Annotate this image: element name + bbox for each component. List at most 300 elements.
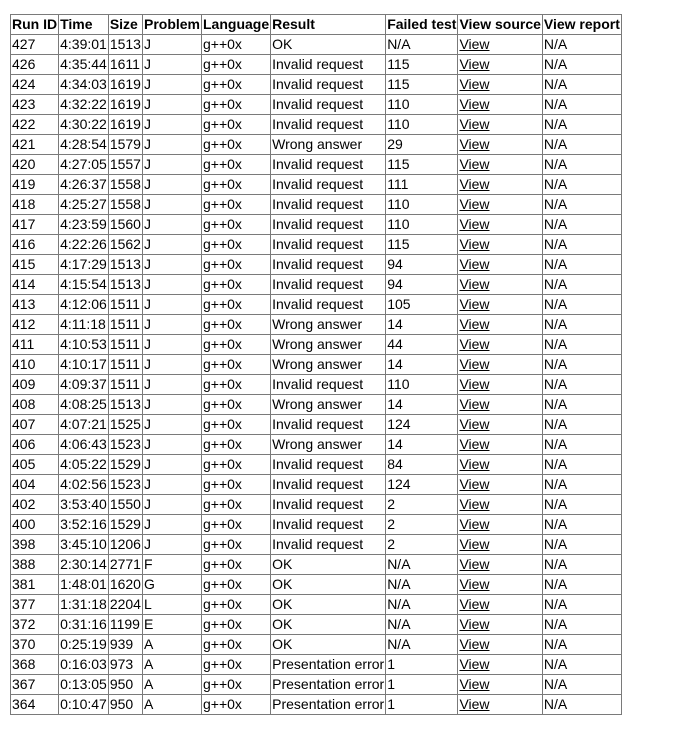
table-row	[11, 255, 622, 275]
view-source-link[interactable]: View	[459, 276, 490, 292]
cell-language: g++0x	[202, 135, 271, 155]
table-row	[11, 595, 622, 615]
table-row	[11, 195, 622, 215]
cell-size: 1619	[108, 75, 142, 95]
cell-run-id: 407	[11, 415, 59, 435]
cell-time: 4:30:22	[59, 115, 109, 135]
cell-result: Invalid request	[271, 475, 386, 495]
cell-result: OK	[271, 35, 386, 55]
cell-run-id: 410	[11, 355, 59, 375]
cell-view-source	[458, 615, 542, 635]
cell-run-id: 416	[11, 235, 59, 255]
cell-language: g++0x	[202, 515, 271, 535]
cell-view-source	[458, 435, 542, 455]
view-source-link[interactable]: View	[459, 596, 490, 612]
col-time: Time	[59, 15, 109, 35]
cell-result: Invalid request	[271, 195, 386, 215]
cell-language: g++0x	[202, 695, 271, 715]
col-result: Result	[271, 15, 386, 35]
view-source-link[interactable]: View	[459, 96, 490, 112]
col-size: Size	[108, 15, 142, 35]
cell-view-report: N/A	[542, 115, 621, 135]
cell-failed-test: 124	[386, 415, 458, 435]
cell-time: 4:27:05	[59, 155, 109, 175]
cell-view-source	[458, 595, 542, 615]
col-problem: Problem	[142, 15, 201, 35]
table-row	[11, 175, 622, 195]
cell-failed-test: N/A	[386, 555, 458, 575]
table-row	[11, 675, 622, 695]
cell-run-id: 419	[11, 175, 59, 195]
cell-problem: J	[142, 435, 201, 455]
cell-language: g++0x	[202, 435, 271, 455]
cell-problem: J	[142, 55, 201, 75]
view-source-link[interactable]: View	[459, 56, 490, 72]
cell-view-source	[458, 515, 542, 535]
table-row	[11, 115, 622, 135]
cell-time: 4:10:53	[59, 335, 109, 355]
view-source-link[interactable]: View	[459, 316, 490, 332]
cell-view-report: N/A	[542, 75, 621, 95]
cell-time: 4:09:37	[59, 375, 109, 395]
col-run-id: Run ID	[11, 15, 59, 35]
cell-view-source	[458, 235, 542, 255]
cell-time: 4:17:29	[59, 255, 109, 275]
cell-size: 1525	[108, 415, 142, 435]
cell-view-source	[458, 135, 542, 155]
cell-size: 950	[108, 695, 142, 715]
view-source-link[interactable]: View	[459, 656, 490, 672]
col-view-source: View source	[458, 15, 542, 35]
cell-failed-test: 110	[386, 195, 458, 215]
cell-result: Wrong answer	[271, 315, 386, 335]
cell-view-report: N/A	[542, 535, 621, 555]
cell-view-source	[458, 75, 542, 95]
cell-problem: J	[142, 115, 201, 135]
table-row	[11, 475, 622, 495]
table-row	[11, 135, 622, 155]
view-source-link[interactable]: View	[459, 396, 490, 412]
cell-problem: J	[142, 95, 201, 115]
cell-run-id: 418	[11, 195, 59, 215]
cell-view-source	[458, 255, 542, 275]
cell-view-source	[458, 355, 542, 375]
cell-result: Invalid request	[271, 115, 386, 135]
cell-result: OK	[271, 555, 386, 575]
table-row	[11, 55, 622, 75]
cell-time: 1:31:18	[59, 595, 109, 615]
cell-time: 4:10:17	[59, 355, 109, 375]
view-source-link[interactable]: View	[459, 156, 490, 172]
table-row	[11, 215, 622, 235]
cell-time: 0:31:16	[59, 615, 109, 635]
cell-run-id: 388	[11, 555, 59, 575]
cell-problem: J	[142, 515, 201, 535]
cell-time: 1:48:01	[59, 575, 109, 595]
cell-size: 1579	[108, 135, 142, 155]
view-source-link[interactable]: View	[459, 636, 490, 652]
view-source-link[interactable]: View	[459, 536, 490, 552]
cell-language: g++0x	[202, 315, 271, 335]
cell-size: 1511	[108, 375, 142, 395]
cell-view-source	[458, 555, 542, 575]
cell-view-report: N/A	[542, 615, 621, 635]
table-row	[11, 95, 622, 115]
cell-result: Wrong answer	[271, 435, 386, 455]
view-source-link[interactable]: View	[459, 356, 490, 372]
cell-run-id: 370	[11, 635, 59, 655]
view-source-link[interactable]: View	[459, 76, 490, 92]
cell-failed-test: 14	[386, 395, 458, 415]
table-row	[11, 515, 622, 535]
view-source-link[interactable]: View	[459, 696, 490, 712]
view-source-link[interactable]: View	[459, 416, 490, 432]
cell-failed-test: 1	[386, 695, 458, 715]
cell-time: 2:30:14	[59, 555, 109, 575]
cell-result: Invalid request	[271, 415, 386, 435]
cell-result: Wrong answer	[271, 335, 386, 355]
cell-time: 4:26:37	[59, 175, 109, 195]
cell-language: g++0x	[202, 195, 271, 215]
table-row	[11, 575, 622, 595]
view-source-link[interactable]: View	[459, 136, 490, 152]
cell-result: Invalid request	[271, 95, 386, 115]
cell-size: 1523	[108, 475, 142, 495]
cell-result: Invalid request	[271, 375, 386, 395]
cell-language: g++0x	[202, 675, 271, 695]
cell-view-report: N/A	[542, 555, 621, 575]
cell-run-id: 411	[11, 335, 59, 355]
table-row	[11, 535, 622, 555]
cell-view-report: N/A	[542, 175, 621, 195]
cell-time: 4:32:22	[59, 95, 109, 115]
cell-problem: J	[142, 315, 201, 335]
cell-view-report: N/A	[542, 595, 621, 615]
view-source-link[interactable]: View	[459, 196, 490, 212]
view-source-link[interactable]: View	[459, 116, 490, 132]
cell-view-source	[458, 155, 542, 175]
cell-failed-test: N/A	[386, 35, 458, 55]
cell-problem: J	[142, 335, 201, 355]
cell-size: 1619	[108, 115, 142, 135]
cell-language: g++0x	[202, 215, 271, 235]
cell-language: g++0x	[202, 475, 271, 495]
col-language: Language	[202, 15, 271, 35]
cell-view-report: N/A	[542, 215, 621, 235]
cell-result: OK	[271, 595, 386, 615]
cell-problem: J	[142, 475, 201, 495]
cell-run-id: 372	[11, 615, 59, 635]
cell-time: 3:53:40	[59, 495, 109, 515]
cell-time: 4:25:27	[59, 195, 109, 215]
cell-failed-test: 2	[386, 495, 458, 515]
cell-language: g++0x	[202, 155, 271, 175]
cell-failed-test: 44	[386, 335, 458, 355]
cell-failed-test: 105	[386, 295, 458, 315]
view-source-link[interactable]: View	[459, 336, 490, 352]
cell-size: 2771	[108, 555, 142, 575]
cell-view-report: N/A	[542, 35, 621, 55]
cell-time: 4:08:25	[59, 395, 109, 415]
cell-problem: J	[142, 255, 201, 275]
cell-problem: J	[142, 495, 201, 515]
cell-language: g++0x	[202, 335, 271, 355]
cell-result: Invalid request	[271, 295, 386, 315]
cell-time: 4:07:21	[59, 415, 109, 435]
table-row	[11, 435, 622, 455]
cell-problem: J	[142, 455, 201, 475]
view-source-link[interactable]: View	[459, 296, 490, 312]
cell-run-id: 424	[11, 75, 59, 95]
cell-view-source	[458, 475, 542, 495]
table-row	[11, 415, 622, 435]
cell-time: 3:45:10	[59, 535, 109, 555]
cell-run-id: 381	[11, 575, 59, 595]
cell-problem: J	[142, 35, 201, 55]
cell-view-report: N/A	[542, 155, 621, 175]
cell-run-id: 417	[11, 215, 59, 235]
cell-view-report: N/A	[542, 655, 621, 675]
cell-view-report: N/A	[542, 435, 621, 455]
cell-problem: J	[142, 395, 201, 415]
cell-run-id: 415	[11, 255, 59, 275]
cell-size: 950	[108, 675, 142, 695]
cell-problem: J	[142, 415, 201, 435]
cell-language: g++0x	[202, 415, 271, 435]
cell-language: g++0x	[202, 655, 271, 675]
cell-run-id: 426	[11, 55, 59, 75]
cell-size: 973	[108, 655, 142, 675]
cell-size: 1513	[108, 395, 142, 415]
cell-result: Presentation error	[271, 695, 386, 715]
cell-run-id: 368	[11, 655, 59, 675]
cell-run-id: 422	[11, 115, 59, 135]
view-source-link[interactable]: View	[459, 496, 490, 512]
cell-language: g++0x	[202, 175, 271, 195]
cell-time: 4:11:18	[59, 315, 109, 335]
cell-size: 2204	[108, 595, 142, 615]
view-source-link[interactable]: View	[459, 236, 490, 252]
table-row	[11, 555, 622, 575]
cell-result: Invalid request	[271, 455, 386, 475]
cell-time: 4:22:26	[59, 235, 109, 255]
cell-failed-test: 14	[386, 315, 458, 335]
cell-result: Invalid request	[271, 175, 386, 195]
cell-view-report: N/A	[542, 695, 621, 715]
table-row	[11, 395, 622, 415]
cell-problem: J	[142, 235, 201, 255]
cell-result: Wrong answer	[271, 395, 386, 415]
cell-failed-test: 115	[386, 75, 458, 95]
table-row	[11, 295, 622, 315]
cell-problem: A	[142, 695, 201, 715]
cell-view-source	[458, 275, 542, 295]
cell-view-report: N/A	[542, 475, 621, 495]
cell-problem: J	[142, 75, 201, 95]
cell-failed-test: 94	[386, 275, 458, 295]
cell-run-id: 400	[11, 515, 59, 535]
cell-size: 1511	[108, 295, 142, 315]
cell-size: 1529	[108, 515, 142, 535]
cell-view-report: N/A	[542, 335, 621, 355]
cell-language: g++0x	[202, 35, 271, 55]
table-row	[11, 455, 622, 475]
cell-run-id: 427	[11, 35, 59, 55]
cell-size: 1560	[108, 215, 142, 235]
cell-problem: J	[142, 175, 201, 195]
cell-size: 1513	[108, 35, 142, 55]
cell-size: 1550	[108, 495, 142, 515]
cell-result: Wrong answer	[271, 135, 386, 155]
cell-size: 1557	[108, 155, 142, 175]
cell-result: Wrong answer	[271, 355, 386, 375]
cell-problem: A	[142, 655, 201, 675]
cell-problem: E	[142, 615, 201, 635]
table-row	[11, 355, 622, 375]
view-source-link[interactable]: View	[459, 556, 490, 572]
cell-view-report: N/A	[542, 95, 621, 115]
cell-view-report: N/A	[542, 295, 621, 315]
view-source-link[interactable]: View	[459, 176, 490, 192]
cell-size: 1511	[108, 335, 142, 355]
cell-view-report: N/A	[542, 495, 621, 515]
view-source-link[interactable]: View	[459, 676, 490, 692]
cell-result: Invalid request	[271, 235, 386, 255]
cell-result: OK	[271, 635, 386, 655]
cell-view-report: N/A	[542, 675, 621, 695]
table-row	[11, 315, 622, 335]
view-source-link[interactable]: View	[459, 256, 490, 272]
cell-language: g++0x	[202, 355, 271, 375]
cell-size: 1511	[108, 355, 142, 375]
cell-result: Invalid request	[271, 215, 386, 235]
cell-problem: A	[142, 635, 201, 655]
header-row	[11, 15, 622, 35]
cell-run-id: 405	[11, 455, 59, 475]
cell-size: 1513	[108, 275, 142, 295]
cell-language: g++0x	[202, 555, 271, 575]
cell-problem: J	[142, 535, 201, 555]
cell-failed-test: 2	[386, 515, 458, 535]
cell-size: 1199	[108, 615, 142, 635]
cell-run-id: 377	[11, 595, 59, 615]
cell-view-source	[458, 295, 542, 315]
runs-table	[10, 14, 622, 715]
cell-problem: J	[142, 155, 201, 175]
cell-size: 1619	[108, 95, 142, 115]
cell-result: Invalid request	[271, 535, 386, 555]
cell-language: g++0x	[202, 395, 271, 415]
cell-problem: J	[142, 355, 201, 375]
cell-language: g++0x	[202, 255, 271, 275]
view-source-link[interactable]: View	[459, 36, 490, 52]
col-view-report: View report	[542, 15, 621, 35]
view-source-link[interactable]: View	[459, 576, 490, 592]
cell-view-source	[458, 335, 542, 355]
cell-language: g++0x	[202, 55, 271, 75]
table-row	[11, 655, 622, 675]
cell-view-report: N/A	[542, 355, 621, 375]
cell-run-id: 420	[11, 155, 59, 175]
cell-time: 4:05:22	[59, 455, 109, 475]
cell-problem: J	[142, 215, 201, 235]
cell-failed-test: 1	[386, 655, 458, 675]
cell-time: 4:35:44	[59, 55, 109, 75]
cell-failed-test: N/A	[386, 595, 458, 615]
cell-time: 4:28:54	[59, 135, 109, 155]
cell-view-source	[458, 495, 542, 515]
cell-result: Invalid request	[271, 75, 386, 95]
cell-view-source	[458, 575, 542, 595]
cell-view-report: N/A	[542, 55, 621, 75]
view-source-link[interactable]: View	[459, 476, 490, 492]
cell-time: 4:15:54	[59, 275, 109, 295]
cell-language: g++0x	[202, 575, 271, 595]
cell-language: g++0x	[202, 635, 271, 655]
cell-failed-test: 14	[386, 355, 458, 375]
cell-run-id: 423	[11, 95, 59, 115]
cell-result: OK	[271, 575, 386, 595]
cell-time: 4:23:59	[59, 215, 109, 235]
cell-time: 4:39:01	[59, 35, 109, 55]
cell-result: Invalid request	[271, 495, 386, 515]
cell-view-source	[458, 35, 542, 55]
view-source-link[interactable]: View	[459, 216, 490, 232]
cell-time: 0:13:05	[59, 675, 109, 695]
cell-problem: J	[142, 135, 201, 155]
cell-failed-test: 111	[386, 175, 458, 195]
cell-run-id: 413	[11, 295, 59, 315]
cell-view-report: N/A	[542, 375, 621, 395]
cell-result: Presentation error	[271, 675, 386, 695]
cell-language: g++0x	[202, 375, 271, 395]
cell-view-source	[458, 455, 542, 475]
view-source-link[interactable]: View	[459, 516, 490, 532]
cell-language: g++0x	[202, 615, 271, 635]
cell-result: Invalid request	[271, 155, 386, 175]
view-source-link[interactable]: View	[459, 436, 490, 452]
cell-result: OK	[271, 615, 386, 635]
cell-result: Invalid request	[271, 55, 386, 75]
view-source-link[interactable]: View	[459, 456, 490, 472]
cell-size: 1620	[108, 575, 142, 595]
cell-time: 4:34:03	[59, 75, 109, 95]
cell-failed-test: 1	[386, 675, 458, 695]
cell-size: 1611	[108, 55, 142, 75]
cell-view-source	[458, 95, 542, 115]
cell-run-id: 408	[11, 395, 59, 415]
view-source-link[interactable]: View	[459, 376, 490, 392]
runs-table-body	[11, 35, 622, 715]
cell-view-report: N/A	[542, 275, 621, 295]
table-row	[11, 615, 622, 635]
cell-size: 1511	[108, 315, 142, 335]
cell-view-report: N/A	[542, 235, 621, 255]
table-row	[11, 695, 622, 715]
cell-view-source	[458, 655, 542, 675]
cell-language: g++0x	[202, 495, 271, 515]
cell-view-report: N/A	[542, 315, 621, 335]
cell-view-report: N/A	[542, 575, 621, 595]
cell-time: 0:25:19	[59, 635, 109, 655]
cell-failed-test: 29	[386, 135, 458, 155]
view-source-link[interactable]: View	[459, 616, 490, 632]
cell-view-report: N/A	[542, 415, 621, 435]
cell-view-report: N/A	[542, 455, 621, 475]
cell-view-source	[458, 115, 542, 135]
cell-language: g++0x	[202, 295, 271, 315]
cell-view-source	[458, 315, 542, 335]
